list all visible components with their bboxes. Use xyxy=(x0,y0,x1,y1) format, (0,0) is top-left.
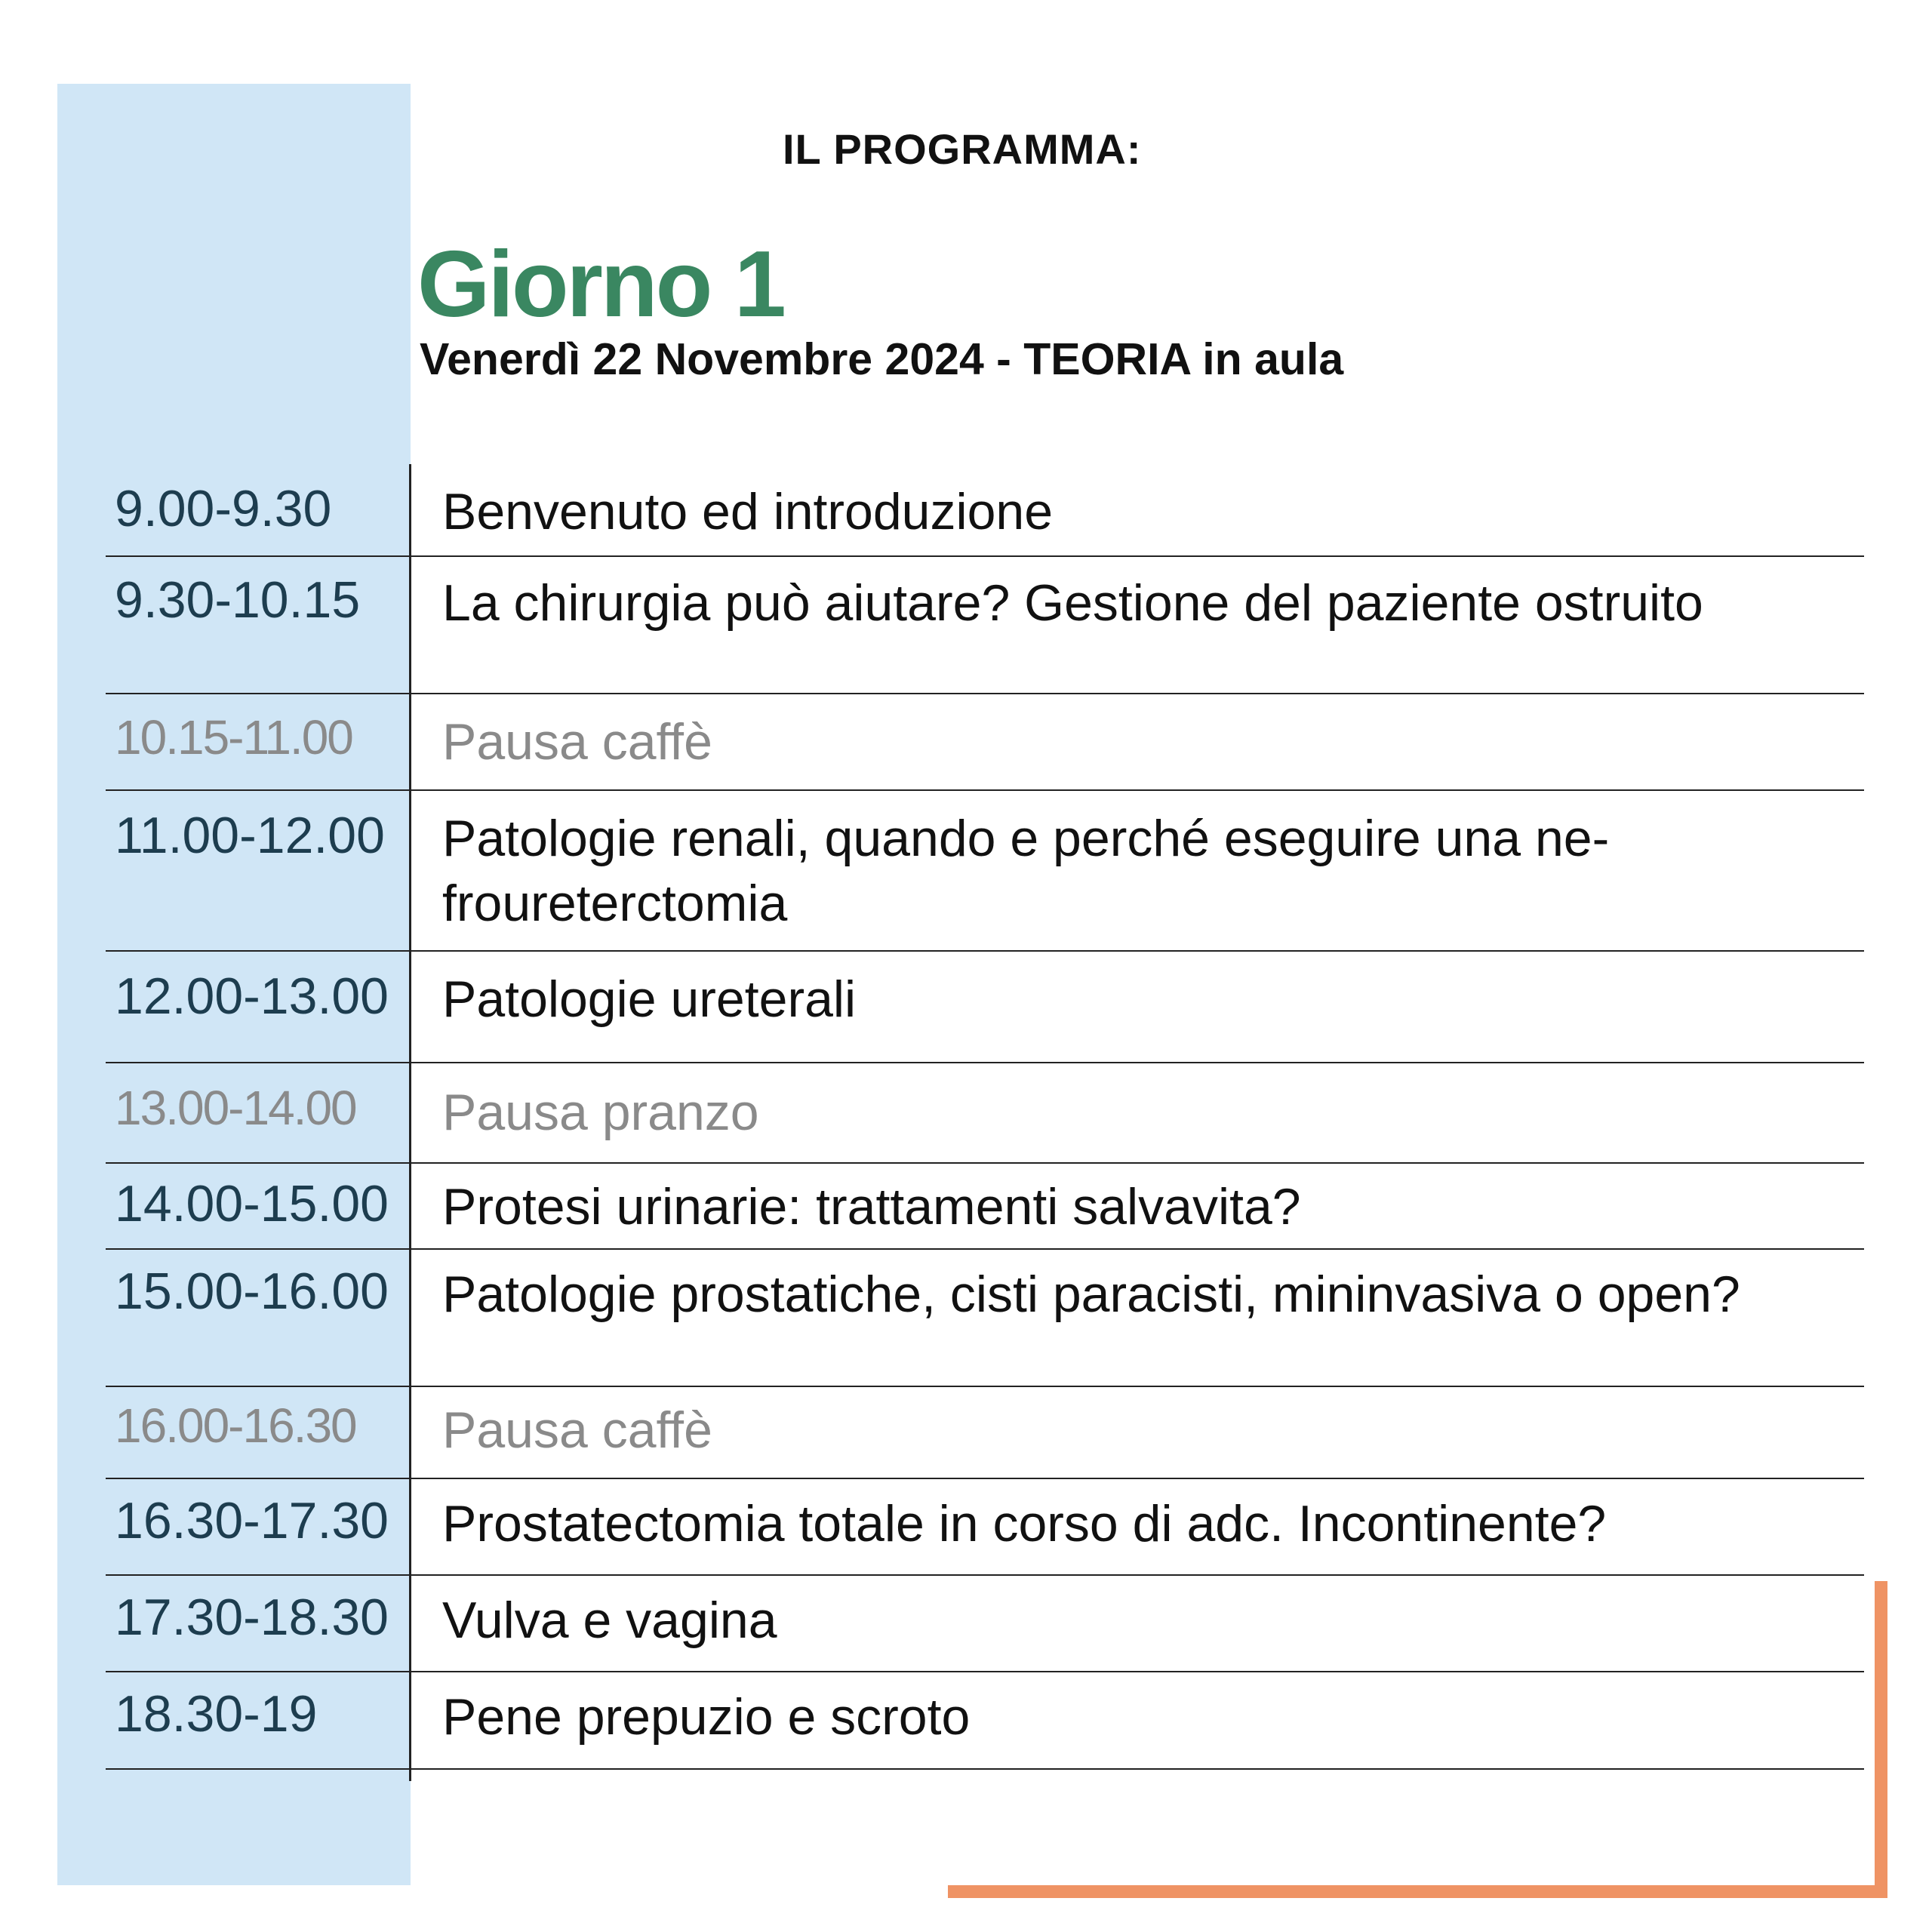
topic: Patologie ureterali xyxy=(442,971,857,1028)
schedule-row xyxy=(106,557,1864,694)
time-slot: 16.30-17.30 xyxy=(115,1492,389,1549)
schedule-table xyxy=(106,0,1864,1932)
schedule-row xyxy=(106,952,1864,1063)
time-slot: 15.00-16.00 xyxy=(115,1263,389,1320)
day-title: Giorno 1 xyxy=(417,232,784,337)
topic: La chirurgia può aiutare? Gestione del paziente ostruito xyxy=(442,574,1703,632)
schedule-row xyxy=(106,1164,1864,1250)
topic: Benvenuto ed introduzione xyxy=(442,483,1054,540)
topic: Pene prepuzio e scroto xyxy=(442,1688,971,1746)
topic: Protesi urinarie: trattamenti salvavita? xyxy=(442,1178,1301,1235)
time-slot: 11.00-12.00 xyxy=(115,807,385,864)
schedule-row xyxy=(106,1672,1864,1770)
time-slot: 10.15-11.00 xyxy=(115,710,352,764)
time-slot: 9.30-10.15 xyxy=(115,571,361,629)
topic: Prostatectomia totale in corso di adc. Incontinente? xyxy=(442,1495,1607,1552)
time-slot: 13.00-14.00 xyxy=(115,1081,356,1135)
time-slot: 18.30-19 xyxy=(115,1685,318,1743)
topic: Pausa pranzo xyxy=(442,1084,759,1141)
accent-line-bottom xyxy=(948,1885,1887,1898)
day-subtitle: Venerdì 22 Novembre 2024 - TEORIA in aula xyxy=(420,334,1344,384)
time-slot: 12.00-13.00 xyxy=(115,968,389,1025)
schedule-row xyxy=(106,1250,1864,1387)
time-slot: 16.00-16.30 xyxy=(115,1398,356,1453)
time-slot: 14.00-15.00 xyxy=(115,1175,389,1232)
program-heading: IL PROGRAMMA: xyxy=(783,125,1142,173)
schedule-row xyxy=(106,1479,1864,1576)
time-slot: 9.00-9.30 xyxy=(115,480,332,537)
accent-line-right xyxy=(1875,1581,1887,1898)
time-slot: 17.30-18.30 xyxy=(115,1589,389,1646)
schedule-row xyxy=(106,791,1864,952)
schedule-row xyxy=(106,1576,1864,1672)
topic: Pausa caffè xyxy=(442,1401,712,1459)
schedule-row-break xyxy=(106,694,1864,791)
schedule-row xyxy=(106,464,1864,557)
topic: Vulva e vagina xyxy=(442,1592,777,1649)
topic: Patologie renali, quando e perché eseguire una ne-froureterctomia xyxy=(442,810,1610,932)
topic: Patologie prostatiche, cisti paracisti, mininvasiva o open? xyxy=(442,1266,1740,1323)
schedule-row-break xyxy=(106,1063,1864,1164)
schedule-row-break xyxy=(106,1387,1864,1479)
topic: Pausa caffè xyxy=(442,713,712,771)
